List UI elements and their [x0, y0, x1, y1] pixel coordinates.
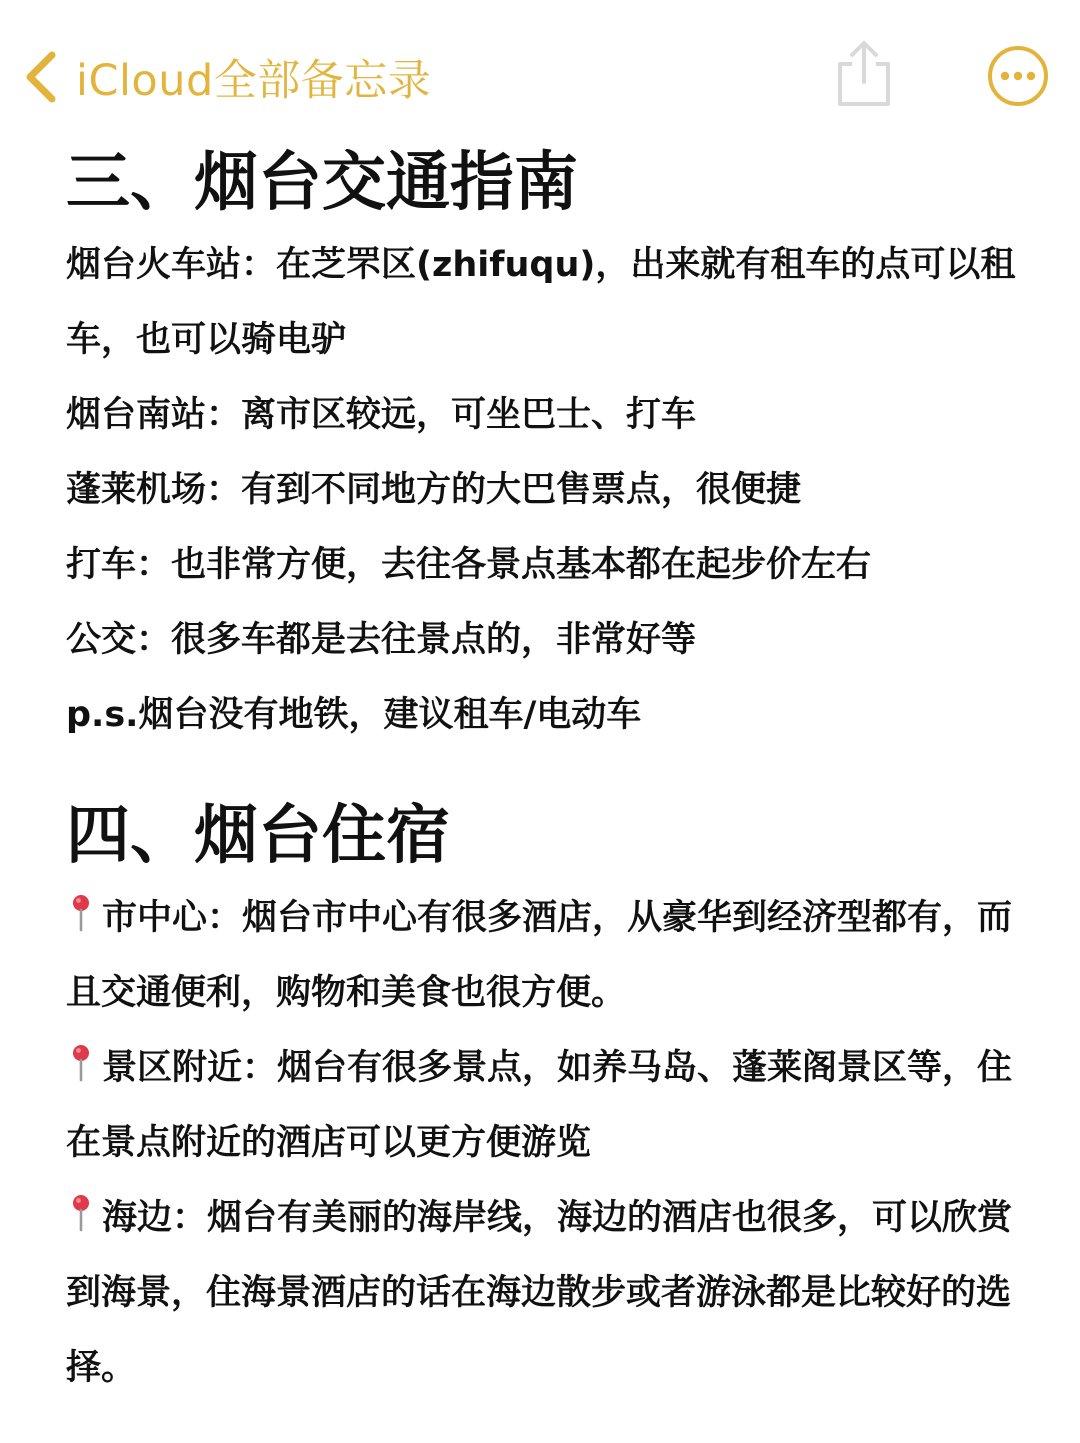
lodging-item	[66, 1031, 1026, 1181]
lodging-item	[66, 1181, 1026, 1406]
transport-line: 烟台火车站：在芝罘区(zhifuqu)，出来就有租车的点可以租车，也可以骑电驴	[66, 245, 1016, 360]
share-button[interactable]	[832, 38, 896, 110]
back-button[interactable]	[18, 42, 431, 112]
transport-line: 蓬莱机场：有到不同地方的大巴售票点，很便捷	[66, 470, 802, 510]
pushpin-icon	[66, 1043, 96, 1083]
lodging-item-text: 市中心：烟台市中心有很多酒店，从豪华到经济型都有，而且交通便利，购物和美食也很方便。	[66, 898, 1013, 1013]
more-options-button[interactable]	[986, 44, 1050, 108]
share-icon	[832, 38, 896, 110]
back-button-label: iCloud全部备忘录	[76, 55, 432, 106]
section-title-transport: 三、烟台交通指南	[66, 146, 578, 220]
pushpin-icon	[66, 1193, 96, 1233]
section-title-lodging: 四、烟台住宿	[66, 799, 450, 873]
transport-line: p.s.烟台没有地铁，建议租车/电动车	[66, 695, 642, 735]
more-icon	[986, 44, 1050, 108]
pushpin-icon	[66, 893, 96, 933]
lodging-item	[66, 881, 1026, 1031]
transport-line: 打车：也非常方便，去往各景点基本都在起步价左右	[66, 545, 872, 585]
navigation-bar	[0, 0, 1080, 140]
transport-line: 公交：很多车都是去往景点的，非常好等	[66, 620, 697, 660]
transport-line: 烟台南站：离市区较远，可坐巴士、打车	[66, 395, 697, 435]
note-body[interactable]	[66, 138, 1026, 1406]
lodging-item-text: 海边：烟台有美丽的海岸线，海边的酒店也很多，可以欣赏到海景，住海景酒店的话在海边散步或者游泳都是比较好的选择。	[66, 1198, 1013, 1388]
chevron-left-icon	[18, 47, 64, 107]
lodging-item-text: 景区附近：烟台有很多景点，如养马岛、蓬莱阁景区等，住在景点附近的酒店可以更方便游览	[66, 1048, 1013, 1163]
